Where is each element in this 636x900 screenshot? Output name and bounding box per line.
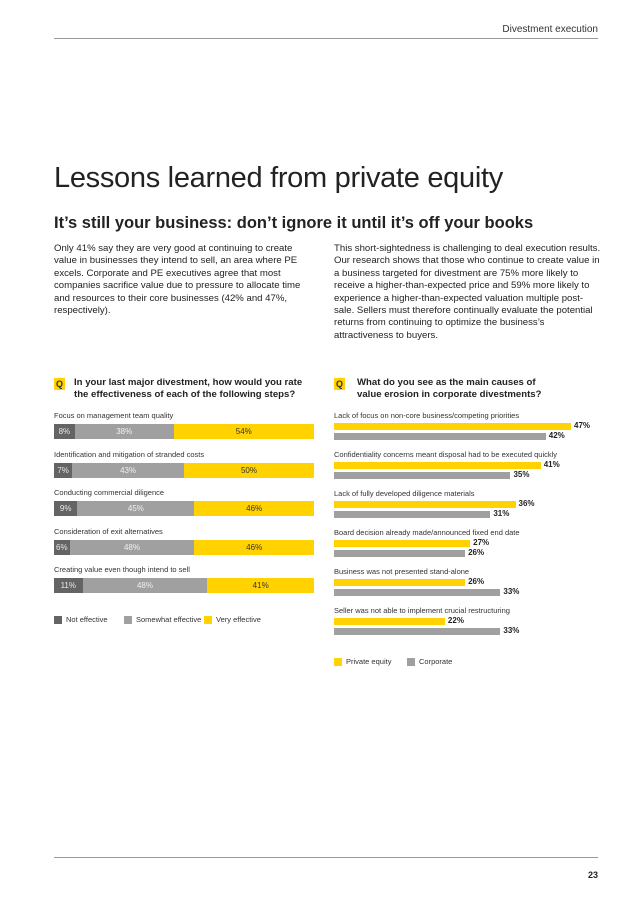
header-divider	[54, 38, 598, 39]
bar-segment-not-effective: 6%	[54, 540, 70, 555]
value-label-corporate: 42%	[548, 431, 565, 440]
bar-corporate	[334, 628, 500, 635]
value-label-private-equity: 27%	[473, 538, 490, 547]
legend-swatch	[124, 616, 132, 624]
category-label: Focus on management team quality	[54, 411, 174, 420]
bar-private-equity	[334, 501, 516, 508]
bar-segment-not-effective: 7%	[54, 463, 72, 478]
bar-segment-very-effective: 46%	[194, 540, 314, 555]
value-label-corporate: 35%	[513, 470, 530, 479]
legend-swatch	[334, 658, 342, 666]
bar-segment-very-effective: 54%	[174, 424, 314, 439]
bar-private-equity	[334, 423, 571, 430]
value-label-private-equity: 26%	[468, 577, 485, 586]
legend-label: Somewhat effective	[136, 615, 202, 624]
category-label: Confidentiality concerns meant disposal had to be executed quickly	[334, 450, 558, 459]
category-label: Identification and mitigation of stranded costs	[54, 449, 205, 459]
legend-swatch	[204, 616, 212, 624]
category-label: Seller was not able to implement crucial restructuring	[334, 606, 510, 615]
category-label: Lack of fully developed diligence materials	[334, 489, 475, 498]
bar-segment-somewhat-effective: 43%	[72, 463, 184, 478]
legend-label: Very effective	[216, 615, 261, 624]
category-label: Business was not presented stand-alone	[334, 567, 470, 576]
bar-private-equity	[334, 540, 470, 547]
bar-segment-not-effective: 9%	[54, 501, 77, 516]
bar-corporate	[334, 433, 546, 440]
category-label: Lack of focus on non-core business/competing priorities	[334, 411, 520, 420]
bar-segment-somewhat-effective: 48%	[70, 540, 195, 555]
bar-segment-not-effective: 8%	[54, 424, 75, 439]
value-label-private-equity: 22%	[447, 616, 464, 625]
category-label: Board decision already made/announced fixed end date	[334, 528, 520, 537]
legend-label: Not effective	[66, 615, 108, 624]
value-label-private-equity: 41%	[543, 460, 560, 469]
category-label: Consideration of exit alternatives	[54, 526, 163, 536]
bar-corporate	[334, 472, 510, 479]
legend-swatch	[407, 658, 415, 666]
value-label-corporate: 26%	[468, 548, 485, 557]
stacked-bar-identification-and-mitigation-of-stranded-costs	[54, 463, 314, 478]
bar-corporate	[334, 589, 500, 596]
bar-private-equity	[334, 618, 445, 625]
legend-label: Corporate	[419, 657, 453, 666]
bar-corporate	[334, 550, 465, 557]
bar-private-equity	[334, 579, 465, 586]
stacked-bar-conducting-commercial-diligence	[54, 501, 314, 516]
question-badge: Q	[335, 379, 343, 389]
section-subtitle: It’s still your business: don’t ignore it until it’s off your books	[54, 214, 534, 232]
bar-corporate	[334, 511, 490, 518]
chart-legend-value-erosion	[334, 658, 594, 668]
body-text-left: Only 41% say they are very good at continuing to create value in businesses they intend to sell, an area where PE excels. Corporate and PE executives agree that most companies sacrifice value due to pressure to allocate time and resources to their core businesses (42% and 47%, respectively).	[54, 243, 301, 317]
bar-segment-somewhat-effective: 45%	[77, 501, 194, 516]
section-header: Divestment execution	[502, 24, 598, 35]
value-label-corporate: 31%	[493, 509, 510, 518]
bar-segment-somewhat-effective: 38%	[75, 424, 174, 439]
category-label: Conducting commercial diligence	[54, 488, 165, 497]
value-label-corporate: 33%	[503, 626, 520, 635]
bar-segment-somewhat-effective: 48%	[83, 578, 208, 593]
stacked-bar-creating-value-even-though-intend-to-sell	[54, 578, 314, 593]
question-badge: Q	[55, 379, 63, 389]
value-label-private-equity: 47%	[574, 421, 591, 430]
legend-label: Private equity	[346, 657, 392, 666]
stacked-bar-focus-on-management-team-quality	[54, 424, 314, 439]
value-label-corporate: 33%	[503, 587, 520, 596]
bar-segment-very-effective: 50%	[184, 463, 314, 478]
question-text-effectiveness: In your last major divestment, how would you rate the effectiveness of each of the following steps?	[74, 377, 303, 401]
bar-segment-not-effective: 11%	[54, 578, 83, 593]
page-number: 23	[587, 870, 598, 880]
bar-segment-very-effective: 46%	[194, 501, 314, 516]
body-text-right: This short-sightedness is challenging to deal execution results. Our research shows that those who continue to create value in a business targeted for divestment are 75% more likely to receive a higher-than-expected price and 59% more likely to experience a higher-than-expected valuation multiple post-sale. Sellers must therefore continually evaluate the potential returns from continuing to optimize the business’s attractiveness to buyers.	[334, 243, 601, 341]
page-title: Lessons learned from private equity	[54, 162, 503, 194]
chart-legend-effectiveness	[54, 616, 334, 626]
category-label: Creating value even though intend to sell	[54, 565, 190, 574]
stacked-bar-consideration-of-exit-alternatives	[54, 540, 314, 555]
bar-private-equity	[334, 462, 541, 469]
legend-swatch	[54, 616, 62, 624]
question-text-value-erosion: What do you see as the main causes of value erosion in corporate divestments?	[357, 377, 542, 401]
value-label-private-equity: 36%	[518, 499, 535, 508]
footer-divider	[54, 857, 598, 858]
bar-segment-very-effective: 41%	[207, 578, 314, 593]
